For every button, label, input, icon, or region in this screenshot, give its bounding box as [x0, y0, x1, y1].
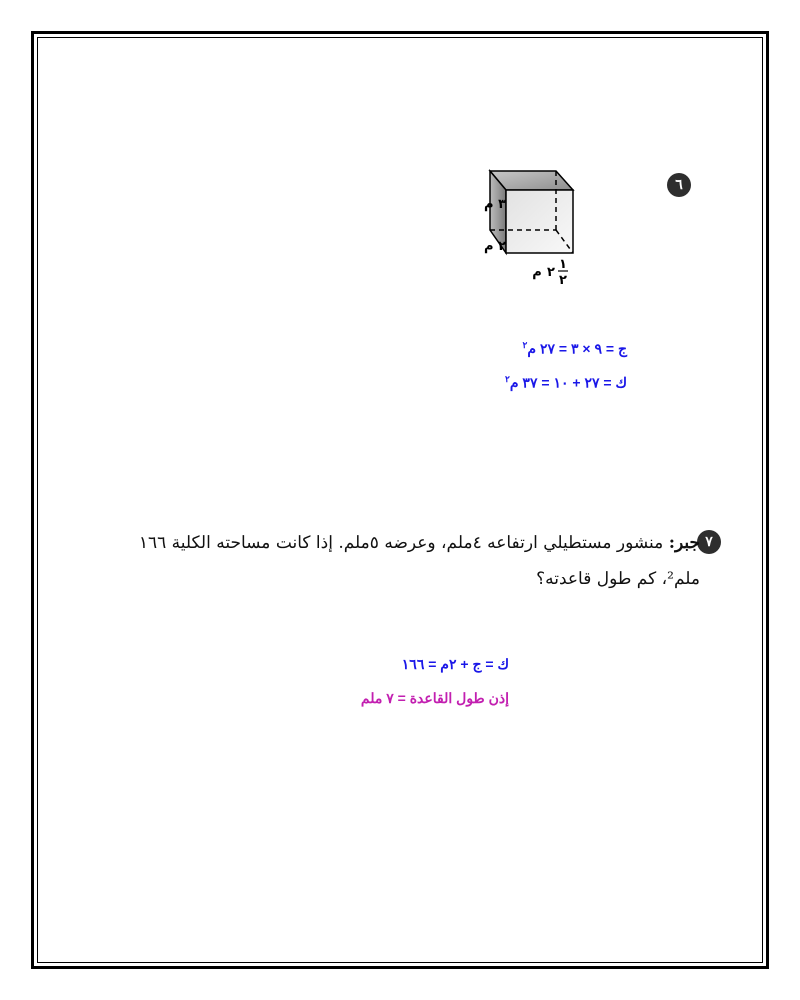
prism-front-face: [506, 190, 573, 253]
length-fraction-numerator: ١: [559, 257, 567, 272]
length-unit: م: [532, 265, 542, 280]
length-whole: ٢: [547, 265, 555, 280]
width-label: ٢ م: [484, 239, 506, 254]
problem-7-statement: [100, 525, 700, 597]
total-area-exponent: ٢: [505, 374, 510, 384]
rectangular-prism-diagram: [440, 168, 600, 293]
problem-7-lead: جبر:: [668, 533, 700, 553]
page-border-inner: [37, 37, 763, 963]
problem-6-total-area-line: [505, 374, 627, 392]
length-fraction-denominator: ٢: [559, 273, 567, 288]
problem-7-text: منشور مستطيلي ارتفاعه ٤ملم، وعرضه ٥ملم. إذا كانت مساحته الكلية ١٦٦ ملم²، كم طول قاعدته؟: [138, 533, 700, 589]
problem-6-base-area-line: [523, 340, 627, 358]
base-area-equation: ج = ٩ × ٣ = ٢٧ م: [527, 340, 627, 357]
problem-7-number: ٧: [705, 534, 713, 550]
total-area-equation: ك = ٢٧ + ١٠ = ٣٧ م: [509, 374, 627, 391]
height-label: ٣ م: [484, 197, 506, 212]
base-area-exponent: ٢: [522, 340, 528, 350]
problem-7-answer: إذن طول القاعدة = ٧ ملم: [360, 690, 509, 706]
problem-6-number-badge: [667, 173, 691, 197]
problem-6-number: ٦: [675, 177, 683, 193]
problem-7-number-badge: [697, 530, 721, 554]
problem-7-equation: ك = ج + ٢م = ١٦٦: [401, 656, 509, 672]
